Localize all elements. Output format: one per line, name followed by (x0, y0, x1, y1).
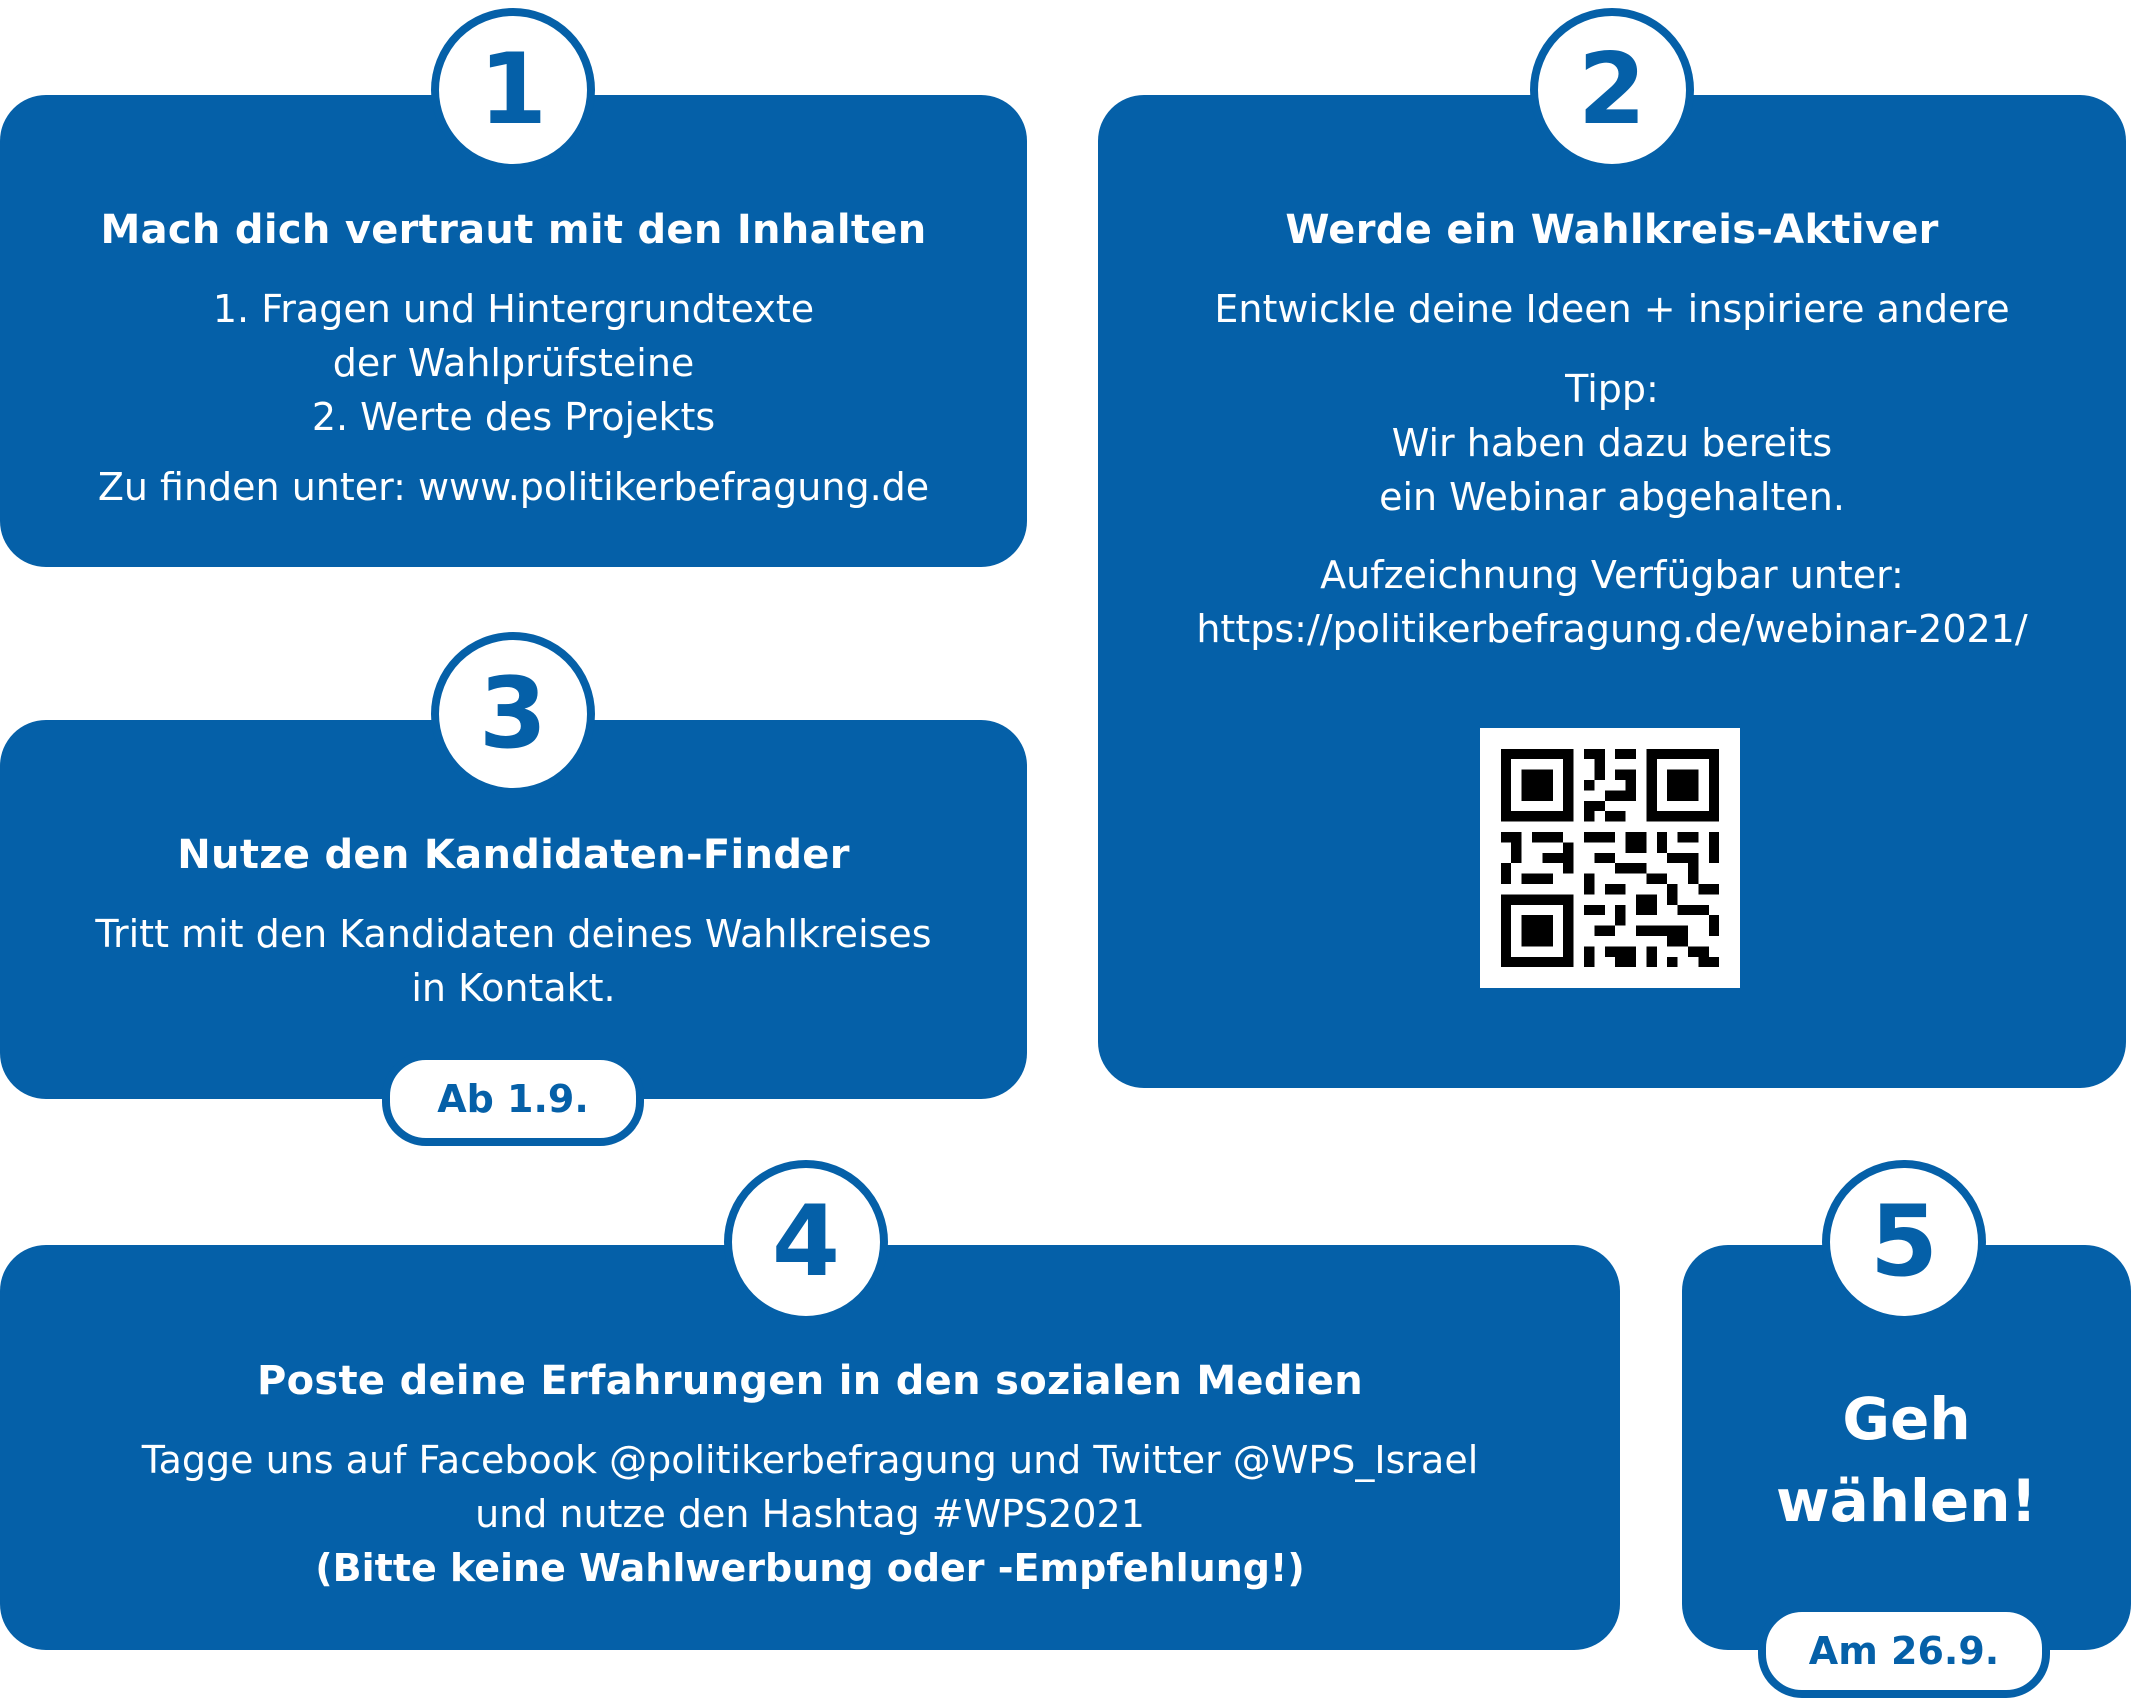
step-5-date-badge: Am 26.9. (1758, 1604, 2050, 1698)
step-1-number: 1 (431, 8, 595, 172)
step-3-title: Nutze den Kandidaten-Finder (177, 832, 850, 878)
step-1-line-3: 2. Werte des Projekts (311, 395, 716, 439)
step-5-line-1: Geh (1842, 1385, 1971, 1453)
step-2-line-3: Wir haben dazu bereits (1391, 421, 1833, 465)
step-1-line-1: 1. Fragen und Hintergrundtexte (212, 287, 815, 331)
step-1-line-2: der Wahlprüfsteine (332, 341, 695, 385)
step-2-line-1: Entwickle deine Ideen + inspiriere andere (1214, 287, 2010, 331)
step-5-number: 5 (1822, 1160, 1986, 1324)
step-4-title: Poste deine Erfahrungen in den sozialen Medien (256, 1358, 1364, 1404)
step-3-line-1: Tritt mit den Kandidaten deines Wahlkreises (95, 912, 932, 956)
step-4-line-3: (Bitte keine Wahlwerbung oder -Empfehlung!) (315, 1546, 1305, 1590)
step-3-date-badge: Ab 1.9. (382, 1052, 644, 1146)
step-4-line-1: Tagge uns auf Facebook @politikerbefragung und Twitter @WPS_Israel (141, 1438, 1479, 1482)
step-2-line-4: ein Webinar abgehalten. (1379, 475, 1845, 519)
step-4-number: 4 (724, 1160, 888, 1324)
step-5-line-2: wählen! (1776, 1467, 2037, 1535)
step-2-tip-label: Tipp: (1565, 367, 1659, 411)
step-1-title: Mach dich vertraut mit den Inhalten (100, 207, 927, 253)
qr-code-icon[interactable] (1480, 728, 1740, 988)
step-1-website: Zu finden unter: www.politikerbefragung.de (97, 465, 930, 509)
step-3-number: 3 (431, 632, 595, 796)
step-2-webinar-url: https://politikerbefragung.de/webinar-2021/ (1196, 607, 2028, 651)
step-3-line-2: in Kontakt. (411, 966, 616, 1010)
step-2-number: 2 (1530, 8, 1694, 172)
step-4-line-2: und nutze den Hashtag #WPS2021 (475, 1492, 1145, 1536)
step-2-line-5: Aufzeichnung Verfügbar unter: (1320, 553, 1904, 597)
step-2-title: Werde ein Wahlkreis-Aktiver (1285, 207, 1939, 253)
